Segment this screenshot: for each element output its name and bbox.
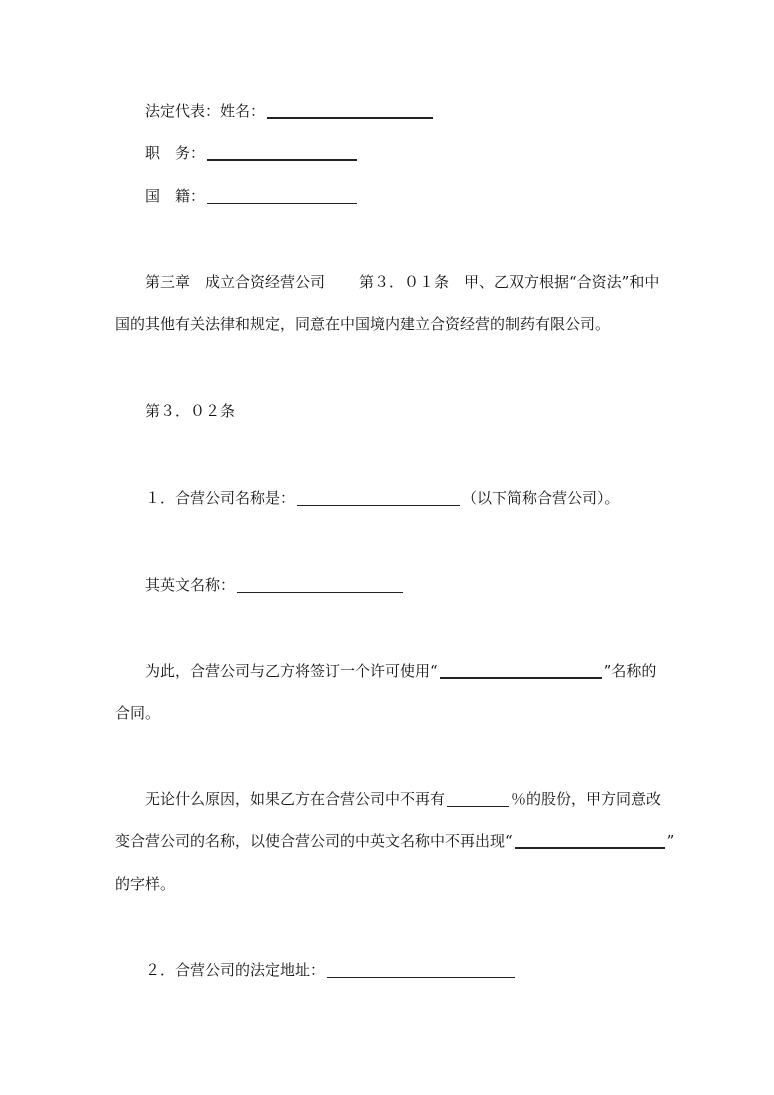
representative-name-label: 法定代表：姓名： (145, 102, 266, 120)
share-mid: ％的股份，甲方同意改 (511, 790, 662, 808)
item1-prefix: １．合营公司名称是： (145, 489, 296, 507)
item1-company-name-row (145, 491, 620, 506)
representative-nationality-row (145, 189, 359, 204)
english-name-label: 其英文名称： (145, 576, 236, 594)
representative-title-label: 职 务： (145, 144, 206, 162)
article-301-continuation: 国的其他有关法律和规定，同意在中国境内建立合资经营的制药有限公司。 (115, 315, 611, 333)
chapter3-heading-row (145, 275, 659, 290)
representative-name-row (145, 104, 435, 119)
representative-nationality-label: 国 籍： (145, 187, 206, 205)
share-percent-blank (447, 805, 509, 807)
license-prefix: 为此，合营公司与乙方将签订一个许可使用“ (145, 662, 438, 680)
license-row (145, 664, 656, 679)
item2-label: ２．合营公司的法定地址： (145, 961, 326, 979)
item1-suffix: （以下简称合营公司）。 (462, 489, 620, 507)
share-line2 (115, 834, 674, 849)
english-name-blank (237, 591, 403, 593)
representative-name-blank (267, 116, 433, 119)
share-line2-prefix: 变合营公司的名称，以使合营公司的中英文名称中不再出现“ (115, 832, 513, 850)
license-name-blank (440, 676, 602, 679)
share-line3: 的字样。 (115, 875, 176, 893)
representative-title-blank (207, 158, 357, 161)
article-301-lead: 第３．０１条 甲、乙双方根据“合资法”和中 (359, 273, 660, 291)
company-name-blank (297, 504, 460, 506)
license-suffix: ”名称的 (603, 662, 657, 680)
share-line2-suffix: ” (666, 832, 675, 850)
item2-address-row (145, 963, 517, 978)
legal-address-blank (327, 976, 515, 978)
share-row (145, 792, 661, 807)
license-continuation: 合同。 (115, 704, 161, 722)
share-prefix: 无论什么原因，如果乙方在合营公司中不再有 (145, 790, 446, 808)
article-302-heading: 第３．０２条 (145, 402, 236, 420)
chapter3-heading: 第三章 成立合资经营公司 (145, 273, 326, 291)
share-name-blank (515, 846, 665, 849)
representative-title-row (145, 146, 359, 161)
representative-nationality-blank (207, 202, 357, 204)
english-name-row (145, 578, 405, 593)
